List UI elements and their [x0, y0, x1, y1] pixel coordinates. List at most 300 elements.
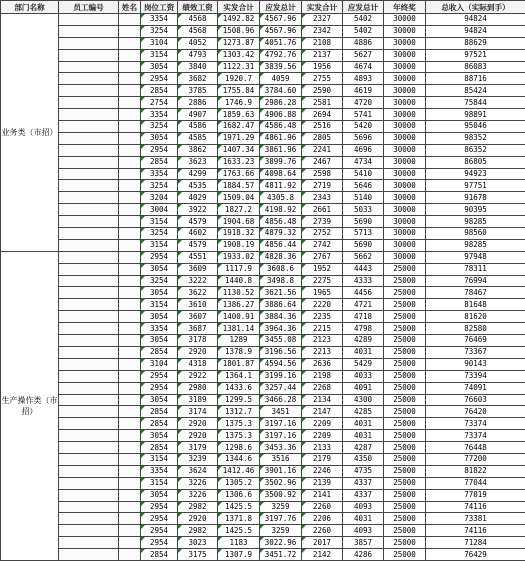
value-cell[interactable]: 4594.56 — [260, 358, 302, 370]
name-cell[interactable] — [119, 61, 141, 73]
value-cell[interactable]: 2920 — [178, 430, 218, 442]
value-cell[interactable]: 1183 — [218, 537, 260, 549]
value-cell[interactable]: 1122.31 — [218, 61, 260, 73]
name-cell[interactable] — [119, 73, 141, 85]
value-cell[interactable]: 2854 — [141, 156, 178, 168]
value-cell[interactable]: 4586 — [178, 121, 218, 133]
value-cell[interactable]: 5627 — [343, 49, 384, 61]
employee-id-cell[interactable] — [59, 549, 119, 561]
employee-id-cell[interactable] — [59, 204, 119, 216]
value-cell[interactable]: 3054 — [141, 335, 178, 347]
name-cell[interactable] — [119, 121, 141, 133]
value-cell[interactable]: 1412.46 — [218, 465, 260, 477]
value-cell[interactable]: 3178 — [178, 335, 218, 347]
value-cell[interactable]: 3857 — [343, 537, 384, 549]
value-cell[interactable]: 1904.68 — [218, 216, 260, 228]
value-cell[interactable]: 1859.63 — [218, 109, 260, 121]
value-cell[interactable]: 3785 — [178, 85, 218, 97]
value-cell[interactable]: 2235 — [302, 311, 343, 323]
employee-id-cell[interactable] — [59, 25, 119, 37]
value-cell[interactable]: 3197.16 — [260, 430, 302, 442]
value-cell[interactable]: 25000 — [384, 453, 426, 465]
value-cell[interactable]: 3254 — [141, 275, 178, 287]
value-cell[interactable]: 2954 — [141, 370, 178, 382]
value-cell[interactable]: 25000 — [384, 299, 426, 311]
value-cell[interactable]: 3054 — [141, 394, 178, 406]
name-cell[interactable] — [119, 275, 141, 287]
value-cell[interactable]: 81620 — [426, 311, 525, 323]
value-cell[interactable]: 3197.16 — [260, 418, 302, 430]
employee-id-cell[interactable] — [59, 61, 119, 73]
value-cell[interactable]: 3239 — [178, 453, 218, 465]
value-cell[interactable]: 3226 — [178, 477, 218, 489]
employee-id-cell[interactable] — [59, 346, 119, 358]
value-cell[interactable]: 90395 — [426, 204, 525, 216]
employee-id-cell[interactable] — [59, 335, 119, 347]
name-cell[interactable] — [119, 335, 141, 347]
name-cell[interactable] — [119, 156, 141, 168]
value-cell[interactable]: 3784.60 — [260, 85, 302, 97]
name-cell[interactable] — [119, 346, 141, 358]
name-cell[interactable] — [119, 549, 141, 561]
value-cell[interactable]: 82580 — [426, 323, 525, 335]
value-cell[interactable]: 2275 — [302, 275, 343, 287]
value-cell[interactable]: 77019 — [426, 489, 525, 501]
value-cell[interactable]: 25000 — [384, 501, 426, 513]
name-cell[interactable] — [119, 144, 141, 156]
value-cell[interactable]: 25000 — [384, 358, 426, 370]
value-cell[interactable]: 4718 — [343, 311, 384, 323]
value-cell[interactable]: 2954 — [141, 513, 178, 525]
value-cell[interactable]: 4052 — [178, 37, 218, 49]
value-cell[interactable]: 1375.3 — [218, 430, 260, 442]
value-cell[interactable]: 1425.5 — [218, 525, 260, 537]
value-cell[interactable]: 3154 — [141, 299, 178, 311]
value-cell[interactable]: 2920 — [178, 346, 218, 358]
value-cell[interactable]: 3054 — [141, 311, 178, 323]
value-cell[interactable]: 4289 — [343, 335, 384, 347]
value-cell[interactable]: 4879.32 — [260, 228, 302, 240]
employee-id-cell[interactable] — [59, 489, 119, 501]
value-cell[interactable]: 2854 — [141, 442, 178, 454]
employee-id-cell[interactable] — [59, 109, 119, 121]
value-cell[interactable]: 1371.8 — [218, 513, 260, 525]
value-cell[interactable]: 4907 — [178, 109, 218, 121]
value-cell[interactable]: 2954 — [141, 144, 178, 156]
value-cell[interactable]: 4696 — [343, 144, 384, 156]
value-cell[interactable]: 2134 — [302, 394, 343, 406]
value-cell[interactable]: 3455.08 — [260, 335, 302, 347]
value-cell[interactable]: 3199.16 — [260, 370, 302, 382]
value-cell[interactable]: 3259 — [260, 501, 302, 513]
value-cell[interactable]: 3899.76 — [260, 156, 302, 168]
name-cell[interactable] — [119, 204, 141, 216]
value-cell[interactable]: 2636 — [302, 358, 343, 370]
name-cell[interactable] — [119, 251, 141, 263]
name-cell[interactable] — [119, 323, 141, 335]
value-cell[interactable]: 2922 — [178, 370, 218, 382]
employee-id-cell[interactable] — [59, 358, 119, 370]
employee-id-cell[interactable] — [59, 14, 119, 26]
name-cell[interactable] — [119, 180, 141, 192]
value-cell[interactable]: 4567.96 — [260, 25, 302, 37]
value-cell[interactable]: 30000 — [384, 180, 426, 192]
value-cell[interactable]: 4051.76 — [260, 37, 302, 49]
value-cell[interactable]: 3189 — [178, 394, 218, 406]
value-cell[interactable]: 4093 — [343, 525, 384, 537]
employee-id-cell[interactable] — [59, 465, 119, 477]
value-cell[interactable]: 30000 — [384, 61, 426, 73]
value-cell[interactable]: 1884.57 — [218, 180, 260, 192]
name-cell[interactable] — [119, 168, 141, 180]
value-cell[interactable]: 1433.6 — [218, 382, 260, 394]
column-header[interactable]: 实发合计 — [302, 1, 343, 14]
employee-id-cell[interactable] — [59, 180, 119, 192]
value-cell[interactable]: 25000 — [384, 537, 426, 549]
value-cell[interactable]: 3862 — [178, 144, 218, 156]
name-cell[interactable] — [119, 14, 141, 26]
value-cell[interactable]: 2467 — [302, 156, 343, 168]
value-cell[interactable]: 2920 — [178, 513, 218, 525]
value-cell[interactable]: 4333 — [343, 275, 384, 287]
value-cell[interactable]: 3196.56 — [260, 346, 302, 358]
name-cell[interactable] — [119, 382, 141, 394]
value-cell[interactable]: 2590 — [302, 85, 343, 97]
value-cell[interactable]: 1920.7 — [218, 73, 260, 85]
value-cell[interactable]: 3622 — [178, 287, 218, 299]
value-cell[interactable]: 3254 — [141, 180, 178, 192]
value-cell[interactable]: 1381.14 — [218, 323, 260, 335]
value-cell[interactable]: 76420 — [426, 406, 525, 418]
employee-id-cell[interactable] — [59, 370, 119, 382]
value-cell[interactable]: 2343 — [302, 192, 343, 204]
value-cell[interactable]: 1117.9 — [218, 263, 260, 275]
value-cell[interactable]: 4602 — [178, 228, 218, 240]
value-cell[interactable]: 3687 — [178, 323, 218, 335]
value-cell[interactable]: 3607 — [178, 311, 218, 323]
value-cell[interactable]: 3354 — [141, 168, 178, 180]
value-cell[interactable]: 4198.92 — [260, 204, 302, 216]
value-cell[interactable]: 3884.36 — [260, 311, 302, 323]
value-cell[interactable]: 4286 — [343, 549, 384, 561]
value-cell[interactable]: 2854 — [141, 549, 178, 561]
value-cell[interactable]: 94923 — [426, 168, 525, 180]
value-cell[interactable]: 4906.88 — [260, 109, 302, 121]
value-cell[interactable]: 4735 — [343, 465, 384, 477]
value-cell[interactable]: 30000 — [384, 168, 426, 180]
value-cell[interactable]: 4031 — [343, 418, 384, 430]
value-cell[interactable]: 1306.6 — [218, 489, 260, 501]
employee-id-cell[interactable] — [59, 121, 119, 133]
value-cell[interactable]: 4031 — [343, 346, 384, 358]
value-cell[interactable]: 2215 — [302, 323, 343, 335]
value-cell[interactable]: 2213 — [302, 346, 343, 358]
value-cell[interactable]: 4861.96 — [260, 132, 302, 144]
value-cell[interactable]: 3466.28 — [260, 394, 302, 406]
value-cell[interactable]: 76603 — [426, 394, 525, 406]
value-cell[interactable]: 2986.28 — [260, 97, 302, 109]
column-header[interactable]: 岗位工资 — [141, 1, 178, 14]
value-cell[interactable]: 1952 — [302, 263, 343, 275]
value-cell[interactable]: 25000 — [384, 430, 426, 442]
value-cell[interactable]: 5429 — [343, 358, 384, 370]
value-cell[interactable]: 2179 — [302, 453, 343, 465]
name-cell[interactable] — [119, 525, 141, 537]
column-header[interactable]: 年终奖 — [384, 1, 426, 14]
value-cell[interactable]: 3886.64 — [260, 299, 302, 311]
name-cell[interactable] — [119, 501, 141, 513]
value-cell[interactable]: 3861.96 — [260, 144, 302, 156]
name-cell[interactable] — [119, 228, 141, 240]
value-cell[interactable]: 4828.36 — [260, 251, 302, 263]
value-cell[interactable]: 2142 — [302, 549, 343, 561]
value-cell[interactable]: 2719 — [302, 180, 343, 192]
value-cell[interactable]: 3610 — [178, 299, 218, 311]
value-cell[interactable]: 88629 — [426, 37, 525, 49]
value-cell[interactable]: 3175 — [178, 549, 218, 561]
value-cell[interactable]: 2854 — [141, 418, 178, 430]
value-cell[interactable]: 4299 — [178, 168, 218, 180]
value-cell[interactable]: 3054 — [141, 132, 178, 144]
value-cell[interactable]: 2198 — [302, 370, 343, 382]
value-cell[interactable]: 25000 — [384, 465, 426, 477]
value-cell[interactable]: 4031 — [343, 430, 384, 442]
value-cell[interactable]: 30000 — [384, 37, 426, 49]
value-cell[interactable]: 2342 — [302, 25, 343, 37]
value-cell[interactable]: 4029 — [178, 192, 218, 204]
value-cell[interactable]: 25000 — [384, 442, 426, 454]
value-cell[interactable]: 81648 — [426, 299, 525, 311]
value-cell[interactable]: 2246 — [302, 465, 343, 477]
employee-id-cell[interactable] — [59, 537, 119, 549]
value-cell[interactable]: 4893 — [343, 73, 384, 85]
value-cell[interactable]: 2954 — [141, 382, 178, 394]
value-cell[interactable]: 25000 — [384, 275, 426, 287]
value-cell[interactable]: 1918.32 — [218, 228, 260, 240]
column-header[interactable]: 员工编号 — [59, 1, 119, 14]
value-cell[interactable]: 3154 — [141, 49, 178, 61]
employee-id-cell[interactable] — [59, 442, 119, 454]
value-cell[interactable]: 2137 — [302, 49, 343, 61]
value-cell[interactable]: 4720 — [343, 97, 384, 109]
employee-id-cell[interactable] — [59, 85, 119, 97]
value-cell[interactable]: 2767 — [302, 251, 343, 263]
value-cell[interactable]: 4734 — [343, 156, 384, 168]
value-cell[interactable]: 30000 — [384, 192, 426, 204]
value-cell[interactable]: 3004 — [141, 204, 178, 216]
value-cell[interactable]: 90143 — [426, 358, 525, 370]
value-cell[interactable]: 3621.56 — [260, 287, 302, 299]
value-cell[interactable]: 3840 — [178, 61, 218, 73]
name-cell[interactable] — [119, 287, 141, 299]
value-cell[interactable]: 1746.9 — [218, 97, 260, 109]
value-cell[interactable]: 1299.5 — [218, 394, 260, 406]
value-cell[interactable]: 1956 — [302, 61, 343, 73]
value-cell[interactable]: 77200 — [426, 453, 525, 465]
value-cell[interactable]: 2754 — [141, 97, 178, 109]
value-cell[interactable]: 25000 — [384, 382, 426, 394]
value-cell[interactable]: 1303.42 — [218, 49, 260, 61]
value-cell[interactable]: 25000 — [384, 323, 426, 335]
name-cell[interactable] — [119, 513, 141, 525]
name-cell[interactable] — [119, 311, 141, 323]
employee-id-cell[interactable] — [59, 418, 119, 430]
value-cell[interactable]: 4350 — [343, 453, 384, 465]
name-cell[interactable] — [119, 418, 141, 430]
value-cell[interactable]: 1933.02 — [218, 251, 260, 263]
employee-id-cell[interactable] — [59, 156, 119, 168]
value-cell[interactable]: 97751 — [426, 180, 525, 192]
value-cell[interactable]: 76469 — [426, 335, 525, 347]
value-cell[interactable]: 3354 — [141, 465, 178, 477]
value-cell[interactable]: 2260 — [302, 525, 343, 537]
value-cell[interactable]: 4318 — [178, 358, 218, 370]
value-cell[interactable]: 73367 — [426, 346, 525, 358]
value-cell[interactable]: 86352 — [426, 144, 525, 156]
value-cell[interactable]: 3179 — [178, 442, 218, 454]
value-cell[interactable]: 4567.96 — [260, 14, 302, 26]
value-cell[interactable]: 4305.8 — [260, 192, 302, 204]
value-cell[interactable]: 1130.52 — [218, 287, 260, 299]
employee-id-cell[interactable] — [59, 251, 119, 263]
employee-id-cell[interactable] — [59, 287, 119, 299]
value-cell[interactable]: 4098.64 — [260, 168, 302, 180]
value-cell[interactable]: 25000 — [384, 477, 426, 489]
value-cell[interactable]: 25000 — [384, 418, 426, 430]
name-cell[interactable] — [119, 192, 141, 204]
value-cell[interactable]: 30000 — [384, 49, 426, 61]
value-cell[interactable]: 3964.36 — [260, 323, 302, 335]
name-cell[interactable] — [119, 132, 141, 144]
value-cell[interactable]: 2805 — [302, 132, 343, 144]
name-cell[interactable] — [119, 442, 141, 454]
value-cell[interactable]: 4811.92 — [260, 180, 302, 192]
value-cell[interactable]: 30000 — [384, 109, 426, 121]
employee-id-cell[interactable] — [59, 49, 119, 61]
value-cell[interactable]: 73394 — [426, 370, 525, 382]
name-cell[interactable] — [119, 216, 141, 228]
value-cell[interactable]: 3623 — [178, 156, 218, 168]
value-cell[interactable]: 5402 — [343, 25, 384, 37]
value-cell[interactable]: 2147 — [302, 406, 343, 418]
value-cell[interactable]: 2206 — [302, 513, 343, 525]
value-cell[interactable]: 3901.16 — [260, 465, 302, 477]
value-cell[interactable]: 1827.2 — [218, 204, 260, 216]
employee-id-cell[interactable] — [59, 239, 119, 251]
value-cell[interactable]: 1971.29 — [218, 132, 260, 144]
value-cell[interactable]: 73374 — [426, 418, 525, 430]
value-cell[interactable]: 2954 — [141, 73, 178, 85]
value-cell[interactable]: 2954 — [141, 537, 178, 549]
value-cell[interactable]: 5741 — [343, 109, 384, 121]
value-cell[interactable]: 97948 — [426, 251, 525, 263]
value-cell[interactable]: 3259 — [260, 525, 302, 537]
value-cell[interactable]: 2982 — [178, 501, 218, 513]
value-cell[interactable]: 95046 — [426, 121, 525, 133]
value-cell[interactable]: 5696 — [343, 132, 384, 144]
value-cell[interactable]: 3516 — [260, 453, 302, 465]
employee-id-cell[interactable] — [59, 192, 119, 204]
value-cell[interactable]: 4856.44 — [260, 239, 302, 251]
value-cell[interactable]: 3609 — [178, 263, 218, 275]
name-cell[interactable] — [119, 358, 141, 370]
value-cell[interactable]: 3022.96 — [260, 537, 302, 549]
name-cell[interactable] — [119, 37, 141, 49]
value-cell[interactable]: 3154 — [141, 477, 178, 489]
value-cell[interactable]: 3254 — [141, 121, 178, 133]
employee-id-cell[interactable] — [59, 382, 119, 394]
value-cell[interactable]: 73374 — [426, 430, 525, 442]
value-cell[interactable]: 3354 — [141, 323, 178, 335]
value-cell[interactable]: 85424 — [426, 85, 525, 97]
value-cell[interactable]: 4886 — [343, 37, 384, 49]
value-cell[interactable]: 4033 — [343, 370, 384, 382]
value-cell[interactable]: 2139 — [302, 477, 343, 489]
value-cell[interactable]: 2260 — [302, 501, 343, 513]
value-cell[interactable]: 3451 — [260, 406, 302, 418]
value-cell[interactable]: 30000 — [384, 216, 426, 228]
column-header[interactable]: 姓名 — [119, 1, 141, 14]
value-cell[interactable]: 3023 — [178, 537, 218, 549]
value-cell[interactable]: 71284 — [426, 537, 525, 549]
value-cell[interactable]: 2209 — [302, 418, 343, 430]
employee-id-cell[interactable] — [59, 525, 119, 537]
value-cell[interactable]: 76429 — [426, 549, 525, 561]
value-cell[interactable]: 1492.82 — [218, 14, 260, 26]
value-cell[interactable]: 4586.48 — [260, 121, 302, 133]
value-cell[interactable]: 1965 — [302, 287, 343, 299]
value-cell[interactable]: 3154 — [141, 453, 178, 465]
value-cell[interactable]: 1508.96 — [218, 25, 260, 37]
employee-id-cell[interactable] — [59, 501, 119, 513]
name-cell[interactable] — [119, 49, 141, 61]
value-cell[interactable]: 98891 — [426, 109, 525, 121]
value-cell[interactable]: 2017 — [302, 537, 343, 549]
value-cell[interactable]: 2739 — [302, 216, 343, 228]
value-cell[interactable]: 2982 — [178, 525, 218, 537]
value-cell[interactable]: 2954 — [141, 525, 178, 537]
employee-id-cell[interactable] — [59, 513, 119, 525]
value-cell[interactable]: 5690 — [343, 239, 384, 251]
value-cell[interactable]: 4568 — [178, 14, 218, 26]
employee-id-cell[interactable] — [59, 216, 119, 228]
employee-id-cell[interactable] — [59, 453, 119, 465]
column-header[interactable]: 应发总计 — [343, 1, 384, 14]
value-cell[interactable]: 30000 — [384, 97, 426, 109]
value-cell[interactable]: 25000 — [384, 311, 426, 323]
value-cell[interactable]: 3174 — [178, 406, 218, 418]
name-cell[interactable] — [119, 477, 141, 489]
value-cell[interactable]: 2854 — [141, 346, 178, 358]
value-cell[interactable]: 2141 — [302, 489, 343, 501]
value-cell[interactable]: 1386.27 — [218, 299, 260, 311]
value-cell[interactable]: 25000 — [384, 549, 426, 561]
name-cell[interactable] — [119, 406, 141, 418]
value-cell[interactable]: 30000 — [384, 14, 426, 26]
value-cell[interactable]: 2920 — [178, 418, 218, 430]
value-cell[interactable]: 3451.72 — [260, 549, 302, 561]
value-cell[interactable]: 3354 — [141, 109, 178, 121]
column-header[interactable]: 实发合计 — [218, 1, 260, 14]
name-cell[interactable] — [119, 97, 141, 109]
value-cell[interactable]: 4287 — [343, 442, 384, 454]
name-cell[interactable] — [119, 430, 141, 442]
value-cell[interactable]: 4792.76 — [260, 49, 302, 61]
value-cell[interactable]: 2209 — [302, 430, 343, 442]
employee-id-cell[interactable] — [59, 132, 119, 144]
employee-id-cell[interactable] — [59, 97, 119, 109]
name-cell[interactable] — [119, 394, 141, 406]
